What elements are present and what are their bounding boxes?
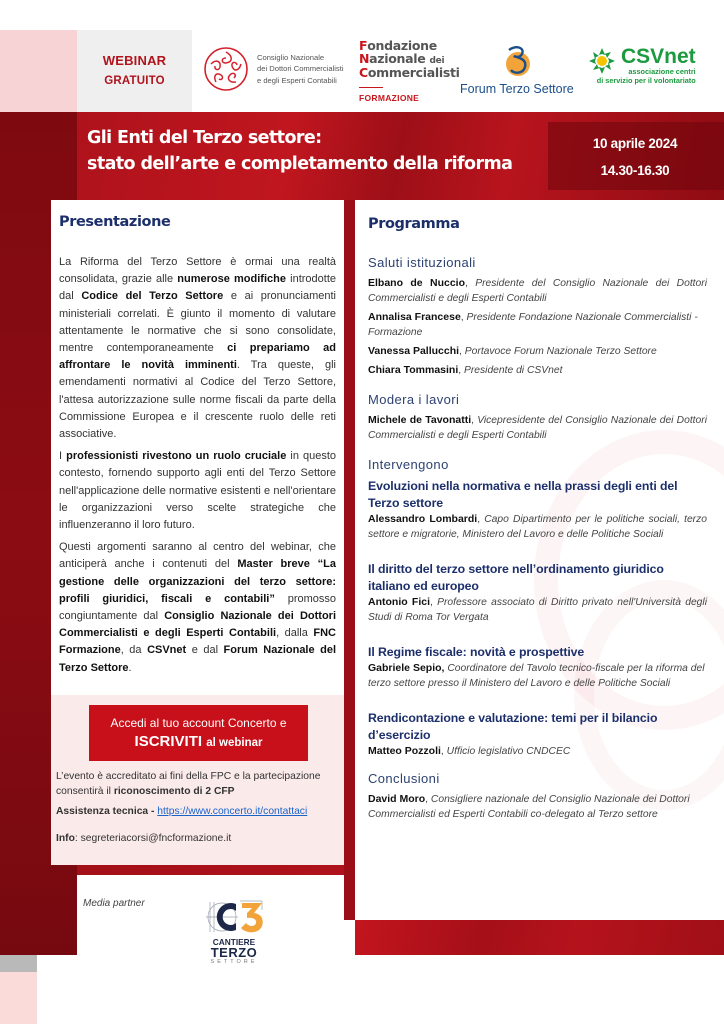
speaker-entry: Alessandro Lombardi, Capo Dipartimento per le politiche sociali, terzo settore e migratorie, Ministero del Lavoro e delle Politiche Sociali <box>368 513 707 540</box>
contact-email: : segreteriacorsi@fncformazione.it <box>74 833 232 844</box>
register-button-al-webinar: al webinar <box>206 737 263 749</box>
speaker-entry: Chiara Tommasini, Presidente di CSVnet <box>368 364 563 376</box>
speaker-name: Gabriele Sepio, <box>368 662 445 674</box>
media-partner-label: Media partner <box>83 898 145 909</box>
cndcec-line-2: dei Dottori Commercialisti <box>257 64 344 74</box>
event-title <box>87 125 512 177</box>
bold-emphasis: Codice del Terzo Settore <box>81 290 224 303</box>
cndcec-line-1: Consiglio Nazionale <box>257 52 325 62</box>
bold-emphasis: CSVnet <box>147 644 187 657</box>
speaker-name: Vanessa Pallucchi <box>368 345 460 357</box>
csvnet-logo <box>587 46 696 85</box>
speaker-entry: Matteo Pozzoli, Ufficio legislativo CNDCEC <box>368 745 571 757</box>
speaker-role: Presidente di CSVnet <box>463 365 563 376</box>
speaker-entry: David Moro, Consigliere nazionale del Consiglio Nazionale dei Dottori Commercialisti ed Esperti Contabili co-delegato al Terzo settore <box>368 793 690 820</box>
register-button-line-1: Accedi al tuo account Concerto e <box>110 716 287 730</box>
cndcec-rosette-icon <box>203 46 249 92</box>
talk-title: Evoluzioni nella normativa e nella prassi degli enti del Terzo settore <box>368 479 678 510</box>
decorative-pink-block <box>0 30 77 112</box>
presentazione-paragraph: Questi argomenti saranno al centro del webinar, che anticiperà anche i contenuti del Master breve “La gestione delle organizzazioni del terzo settore: profili giuridici, fiscali e contabili” promosso congiuntamente dal Consiglio Nazionale dei Dottori Commercialisti e degli Esperti Contabili, dalla FNC Formazione, da CSVnet e dal Forum Nazionale del Terzo Settore. <box>59 541 337 674</box>
saluti-heading: Saluti istituzionali <box>368 255 476 270</box>
registration-info-box <box>51 695 344 865</box>
speaker-role: Presidente Fondazione Nazionale Commercialisti - Formazione <box>368 312 698 338</box>
speaker-entry: Elbano de Nuccio, Presidente del Consiglio Nazionale dei Dottori Commercialisti e degli Esperti Contabili <box>368 277 707 304</box>
fnc-word-2: azionale <box>369 50 426 66</box>
technical-support-label: Assistenza tecnica - <box>56 806 158 817</box>
fnc-word-3: ommercialisti <box>367 65 460 80</box>
speaker-entry: Vanessa Pallucchi, Portavoce Forum Nazionale Terzo Settore <box>368 345 657 357</box>
talk-title: Rendicontazione e valutazione: temi per il bilancio d’esercizio <box>368 711 658 742</box>
speaker-role: Capo Dipartimento per le politiche sociali, terzo settore e migratorie, Ministero del Lavoro e delle Politiche Sociali <box>368 514 707 540</box>
speaker-role: Presidente <box>475 278 525 289</box>
c3-emblem-icon <box>204 898 264 936</box>
bold-emphasis: Consiglio Nazionale dei Dottori Commercialisti e degli Esperti Contabili <box>59 610 336 640</box>
conclusioni-heading: Conclusioni <box>368 771 440 786</box>
speaker-entry: Annalisa Francese, Presidente Fondazione Nazionale Commercialisti - Formazione <box>368 311 698 338</box>
talk-title: Il diritto del terzo settore nell’ordinamento giuridico italiano ed europeo <box>368 562 664 593</box>
csvnet-sub-1: associazione centri <box>628 67 696 76</box>
presentazione-heading: Presentazione <box>59 214 171 230</box>
speaker-name: Annalisa Francese <box>368 311 461 323</box>
speaker-role: Professore associato di Diritto privato nell'Università degli Studi di Roma Tor Vergata <box>368 597 707 623</box>
presentazione-panel <box>51 200 344 695</box>
speaker-entry: Michele de Tavonatti, Vicepresidente del Consiglio Nazionale dei Dottori Commercialisti e degli Esperti Contabili <box>368 414 707 441</box>
programma-panel <box>355 200 724 920</box>
technical-support <box>56 805 340 819</box>
register-button[interactable] <box>89 705 308 761</box>
event-title-line-1: Gli Enti del Terzo settore: <box>87 128 322 148</box>
event-datetime <box>570 130 700 184</box>
forum-terzo-settore-logo <box>460 44 574 96</box>
speaker-role: Portavoce Forum Nazionale Terzo Settore <box>464 346 657 357</box>
speaker-name: Alessandro Lombardi <box>368 513 478 525</box>
speaker-name: Antonio Fici <box>368 596 431 608</box>
presentazione-body <box>59 254 336 677</box>
bold-emphasis: professionisti rivestono un ruolo cruciale <box>66 450 287 463</box>
fnc-initial-n: N <box>359 50 370 66</box>
decorative-gray-strip <box>0 955 37 972</box>
cantiere-terzo-settore-logo <box>203 898 265 966</box>
fnc-initial-c: C <box>359 65 368 80</box>
c3-logo-line-2: TERZO <box>210 945 258 960</box>
event-title-line-2: stato dell’arte e completamento della riforma <box>87 154 513 174</box>
bold-emphasis: ci prepariamo ad affrontare le novità imminenti <box>59 342 336 372</box>
event-date: 10 aprile 2024 <box>592 136 678 151</box>
speaker-name: David Moro <box>368 793 426 805</box>
presentazione-paragraph: I professionisti rivestono un ruolo cruciale in questo contesto, fornendo supporto agli enti del Terzo Settore nell'applicazione delle normative esistenti e nell'orientare le organizzazioni verso scelte strategiche che influenzeranno il loro futuro. <box>59 450 337 532</box>
webinar-label: WEBINAR <box>102 53 167 68</box>
modera-heading: Modera i lavori <box>368 392 460 407</box>
contact-info-label: Info <box>56 833 75 844</box>
c3-logo-line-1: CANTIERE <box>212 937 256 947</box>
fnc-initial-f: F <box>359 38 368 53</box>
csvnet-name: CSVnet <box>621 45 696 68</box>
webinar-badge <box>77 30 192 112</box>
speaker-name: Michele de Tavonatti <box>368 414 472 426</box>
cndcec-line-3: e degli Esperti Contabili <box>257 75 337 85</box>
decorative-red-divider <box>344 200 355 920</box>
technical-support-link[interactable]: https://www.concerto.it/contattaci <box>157 806 308 817</box>
decorative-pink-block-bottom <box>0 972 37 1024</box>
fnc-divider <box>359 87 383 88</box>
speaker-role: Coordinatore del Tavolo tecnico-fiscale per la riforma del terzo settore presso il Ministero del Lavoro e delle Politiche Sociali <box>368 663 705 689</box>
csvnet-sub-2: di servizio per il volontariato <box>596 75 696 85</box>
presentazione-paragraph: La Riforma del Terzo Settore è ormai una realtà consolidata, grazie alle numerose modifiche introdotte dal Codice del Terzo Settore e ai pronunciamenti ministeriali correlati. È giunto il momento di valutare attentamente le normative che si sono consolidate, mentre contemporaneamente ci prepariamo ad affrontare le novità imminenti. Tra queste, gli emendamenti normativi al Codice del Terzo Settore, l'attesa autorizzazione sulle norme fiscali da parte della Commissione Europea e il crescente ruolo delle reti associative. <box>59 256 336 441</box>
fpc-credits: riconoscimento di 2 CFP <box>113 786 235 797</box>
event-time: 14.30-16.30 <box>600 163 670 178</box>
speaker-entry: Antonio Fici, Professore associato di Diritto privato nell'Università degli Studi di Roma Tor Vergata <box>368 596 707 623</box>
forum-emblem-icon <box>501 44 533 78</box>
talk-title: Il Regime fiscale: novità e prospettive <box>368 645 585 659</box>
bold-emphasis: FNC Formazione <box>59 627 336 657</box>
speaker-name: Elbano de Nuccio <box>368 277 466 289</box>
csvnet-flower-icon <box>587 46 617 76</box>
fnc-formazione-label: FORMAZIONE <box>359 92 420 103</box>
fpc-text: L’evento è accreditato ai fini della FPC e la partecipazione consentirà il <box>56 771 321 797</box>
bold-emphasis: Forum Nazionale del Terzo Settore <box>59 644 337 674</box>
c3-logo-line-3: SETTORE <box>210 959 258 965</box>
gratuito-label: GRATUITO <box>104 75 165 87</box>
decorative-red-bar <box>355 920 724 955</box>
fpc-credits-note <box>56 769 340 799</box>
cndcec-logo <box>203 46 344 92</box>
speaker-role: Consigliere nazionale del Consiglio Nazionale dei Dottori Commercialisti ed Esperti Contabili co-delegato al Terzo settore <box>368 794 690 820</box>
forum-name: Forum Terzo Settore <box>460 82 574 96</box>
register-button-iscriviti: ISCRIVITI <box>134 733 203 750</box>
fnc-word-1: ondazione <box>367 38 437 53</box>
speaker-name: Chiara Tommasini <box>368 364 459 376</box>
bold-emphasis: numerose modifiche <box>177 273 286 286</box>
speaker-role: Vicepresidente del Consiglio Nazionale dei Dottori Commercialisti e degli Esperti Contabili <box>368 415 707 441</box>
speaker-entry <box>368 661 707 691</box>
speaker-role-rest: del Consiglio Nazionale dei Dottori Commercialisti e degli Esperti Contabili <box>368 278 707 304</box>
intervengono-heading: Intervengono <box>368 457 449 472</box>
speaker-role: Ufficio legislativo CNDCEC <box>446 746 571 757</box>
speaker-name: Matteo Pozzoli <box>368 745 441 757</box>
contact-info <box>56 833 340 844</box>
fnc-word-dei: dei <box>429 55 445 66</box>
bold-emphasis: Master breve “La gestione delle organizzazioni del terzo settore: profili giuridici, fiscali e contabili” <box>59 558 337 605</box>
programma-heading: Programma <box>368 216 460 232</box>
fnc-formazione-logo <box>359 40 460 103</box>
